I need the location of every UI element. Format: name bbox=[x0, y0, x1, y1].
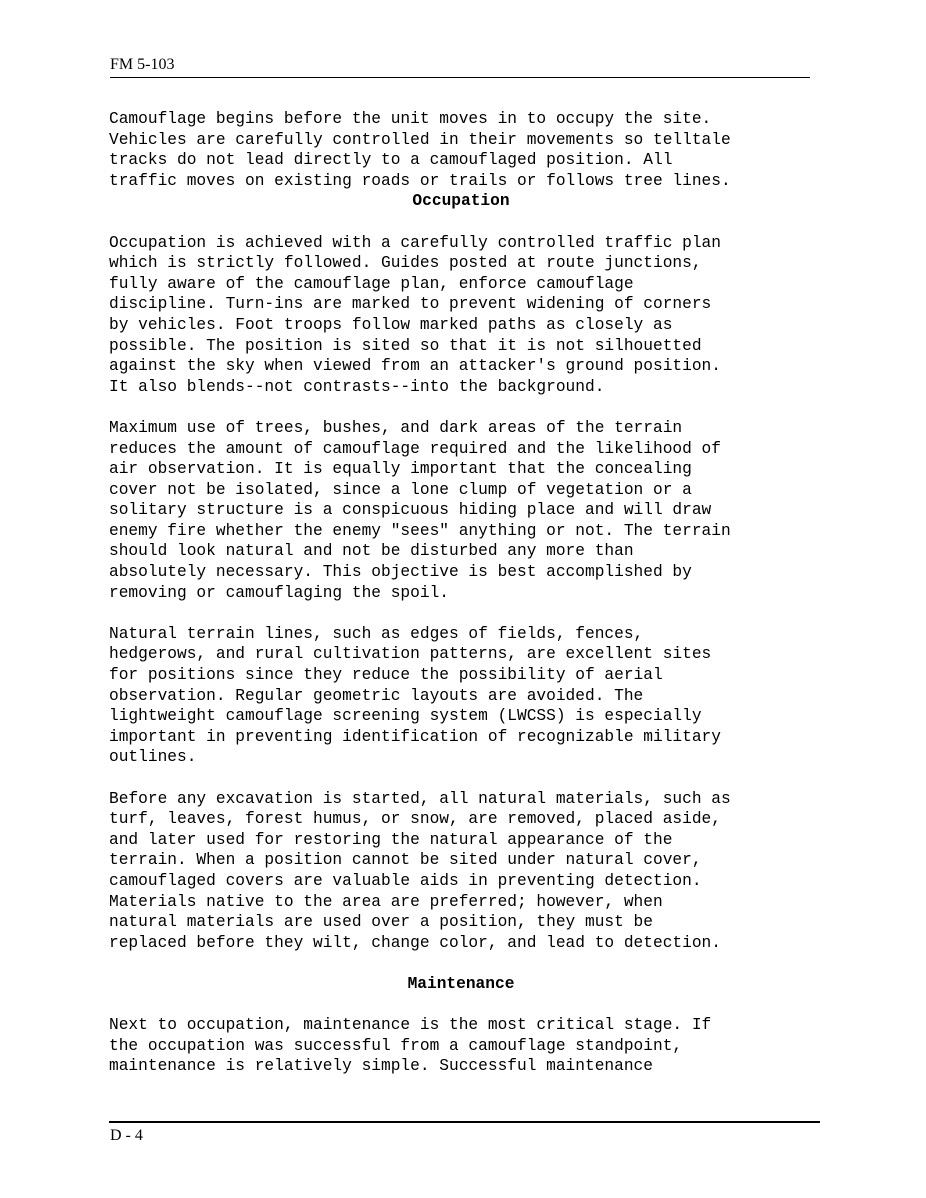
occupation-paragraph-1: Occupation is achieved with a carefully controlled traffic plan which is strictly followed. Guides posted at route junctions, fully aware of the camouflage plan, enforce camouflage discipline. Turn-ins are marked to prevent widening of corners by vehicles. Foot troops follow marked paths as closely as possible. The position is sited so that it is not silhouetted against the sky when viewed from an attacker's ground position. It also blends--not contrasts--into the background. bbox=[109, 233, 721, 396]
maintenance-paragraph-1: Next to occupation, maintenance is the most critical stage. If the occupation was successful from a camouflage standpoint, maintenance is relatively simple. Successful maintenance bbox=[109, 1016, 712, 1076]
spacer bbox=[109, 603, 821, 624]
intro-paragraph: Camouflage begins before the unit moves in to occupy the site. Vehicles are carefully controlled in their movements so telltale tracks do not lead directly to a camouflaged position. All traffic moves on existing roads or trails or follows tree lines. bbox=[109, 110, 731, 190]
occupation-paragraph-2: Maximum use of trees, bushes, and dark areas of the terrain reduces the amount of camouflage required and the likelihood of air observation. It is equally important that the concealing cover not be isolated, since a lone clump of vegetation or a solitary structure is a conspicuous hiding place and will draw enemy fire whether the enemy "sees" anything or not. The terrain should look natural and not be disturbed any more than absolutely necessary. This objective is best accomplished by removing or camouflaging the spoil. bbox=[109, 418, 731, 602]
footer-divider bbox=[109, 1121, 820, 1123]
spacer bbox=[109, 212, 821, 233]
occupation-paragraph-4: Before any excavation is started, all natural materials, such as turf, leaves, forest humus, or snow, are removed, placed aside, and later used for restoring the natural appearance of the terrain. When a position cannot be sited under natural cover, camouflaged covers are valuable aids in preventing detection. Materials native to the area are preferred; however, when natural materials are used over a position, they must be replaced before they wilt, change color, and lead to detection. bbox=[109, 789, 731, 952]
section-heading-occupation: Occupation bbox=[412, 192, 510, 211]
document-id: FM 5-103 bbox=[110, 56, 175, 73]
spacer bbox=[109, 768, 821, 789]
occupation-paragraph-3: Natural terrain lines, such as edges of fields, fences, hedgerows, and rural cultivation patterns, are excellent sites for positions since they reduce the possibility of aerial observation. Regular geometric layouts are avoided. The lightweight camouflage screening system (LWCSS) is especially important in preventing identification of recognizable military outlines. bbox=[109, 624, 721, 767]
spacer bbox=[109, 953, 821, 974]
spacer bbox=[109, 397, 821, 418]
spacer bbox=[109, 995, 821, 1016]
page-header bbox=[110, 55, 810, 78]
section-heading-maintenance: Maintenance bbox=[407, 974, 515, 993]
page-number: D - 4 bbox=[110, 1127, 143, 1144]
page-content bbox=[109, 109, 821, 1077]
